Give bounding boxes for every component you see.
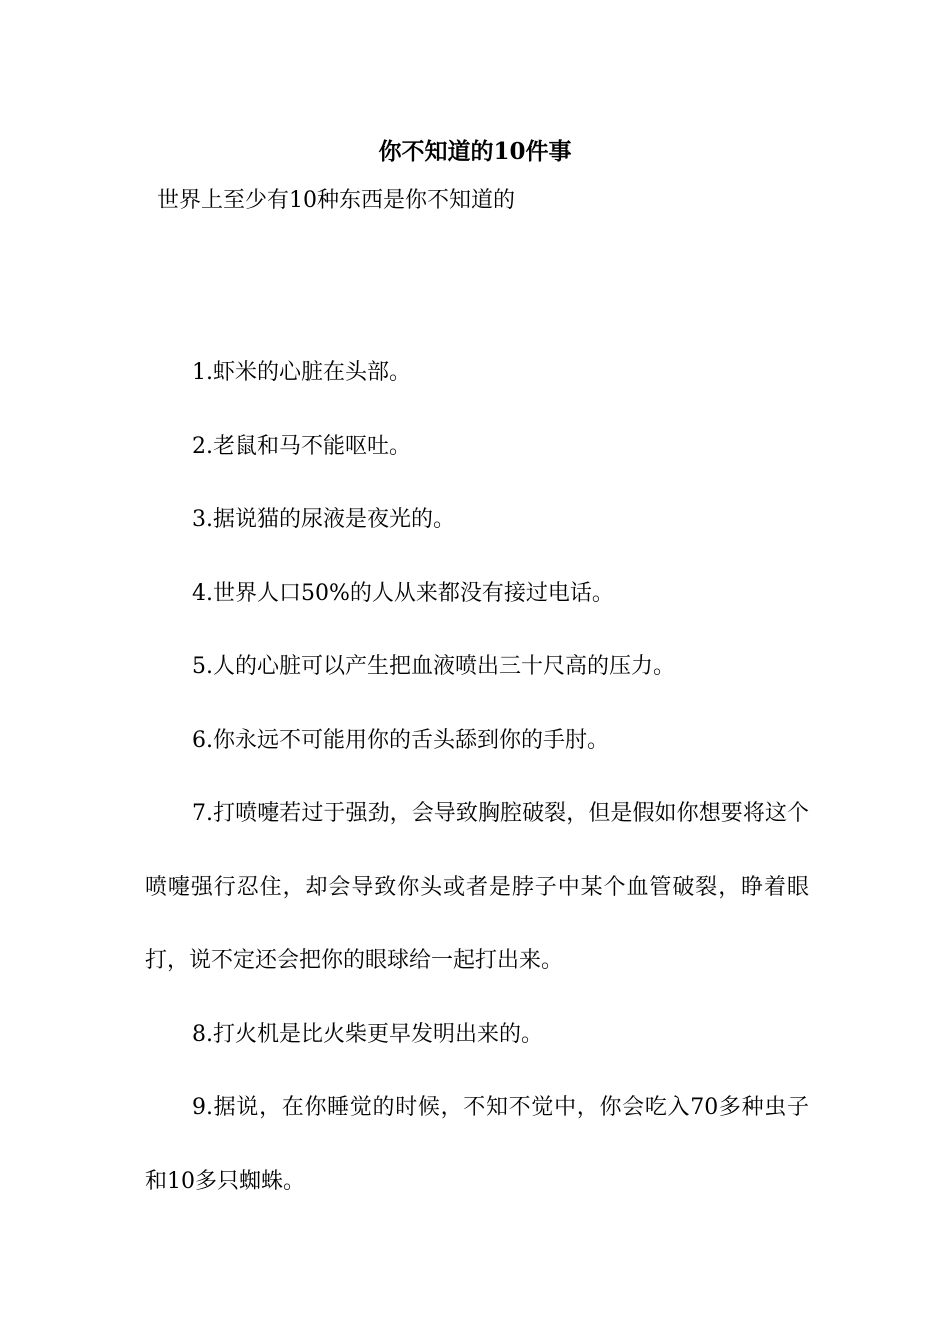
fact-item-2: 2.老鼠和马不能呕吐。 xyxy=(192,433,411,459)
fact-item-8: 8.打火机是比火柴更早发明出来的。 xyxy=(192,1021,543,1047)
fact-item-5: 5.人的心脏可以产生把血液喷出三十尺高的压力。 xyxy=(192,654,675,679)
fact-item-3: 3.据说猫的尿液是夜光的。 xyxy=(192,507,455,532)
fact-item-9: 9.据说，在你睡觉的时候，不知不觉中，你会吃入70多种虫子和10多只蜘蛛。 xyxy=(145,1095,809,1194)
fact-list xyxy=(145,336,809,1218)
fact-item-4: 4.世界人口50%的人从来都没有接过电话。 xyxy=(192,580,614,606)
page-subtitle: 世界上至少有10种东西是你不知道的 xyxy=(157,188,515,213)
fact-item-1: 1.虾米的心脏在头部。 xyxy=(192,360,411,385)
page-title: 你不知道的10件事 xyxy=(378,138,572,165)
fact-item-7: 7.打喷嚏若过于强劲，会导致胸腔破裂，但是假如你想要将这个喷嚏强行忍住，却会导致你头或者是脖子中某个血管破裂，睁着眼打，说不定还会把你的眼球给一起打出来。 xyxy=(145,801,809,973)
fact-item-6: 6.你永远不可能用你的舌头舔到你的手肘。 xyxy=(192,727,609,753)
